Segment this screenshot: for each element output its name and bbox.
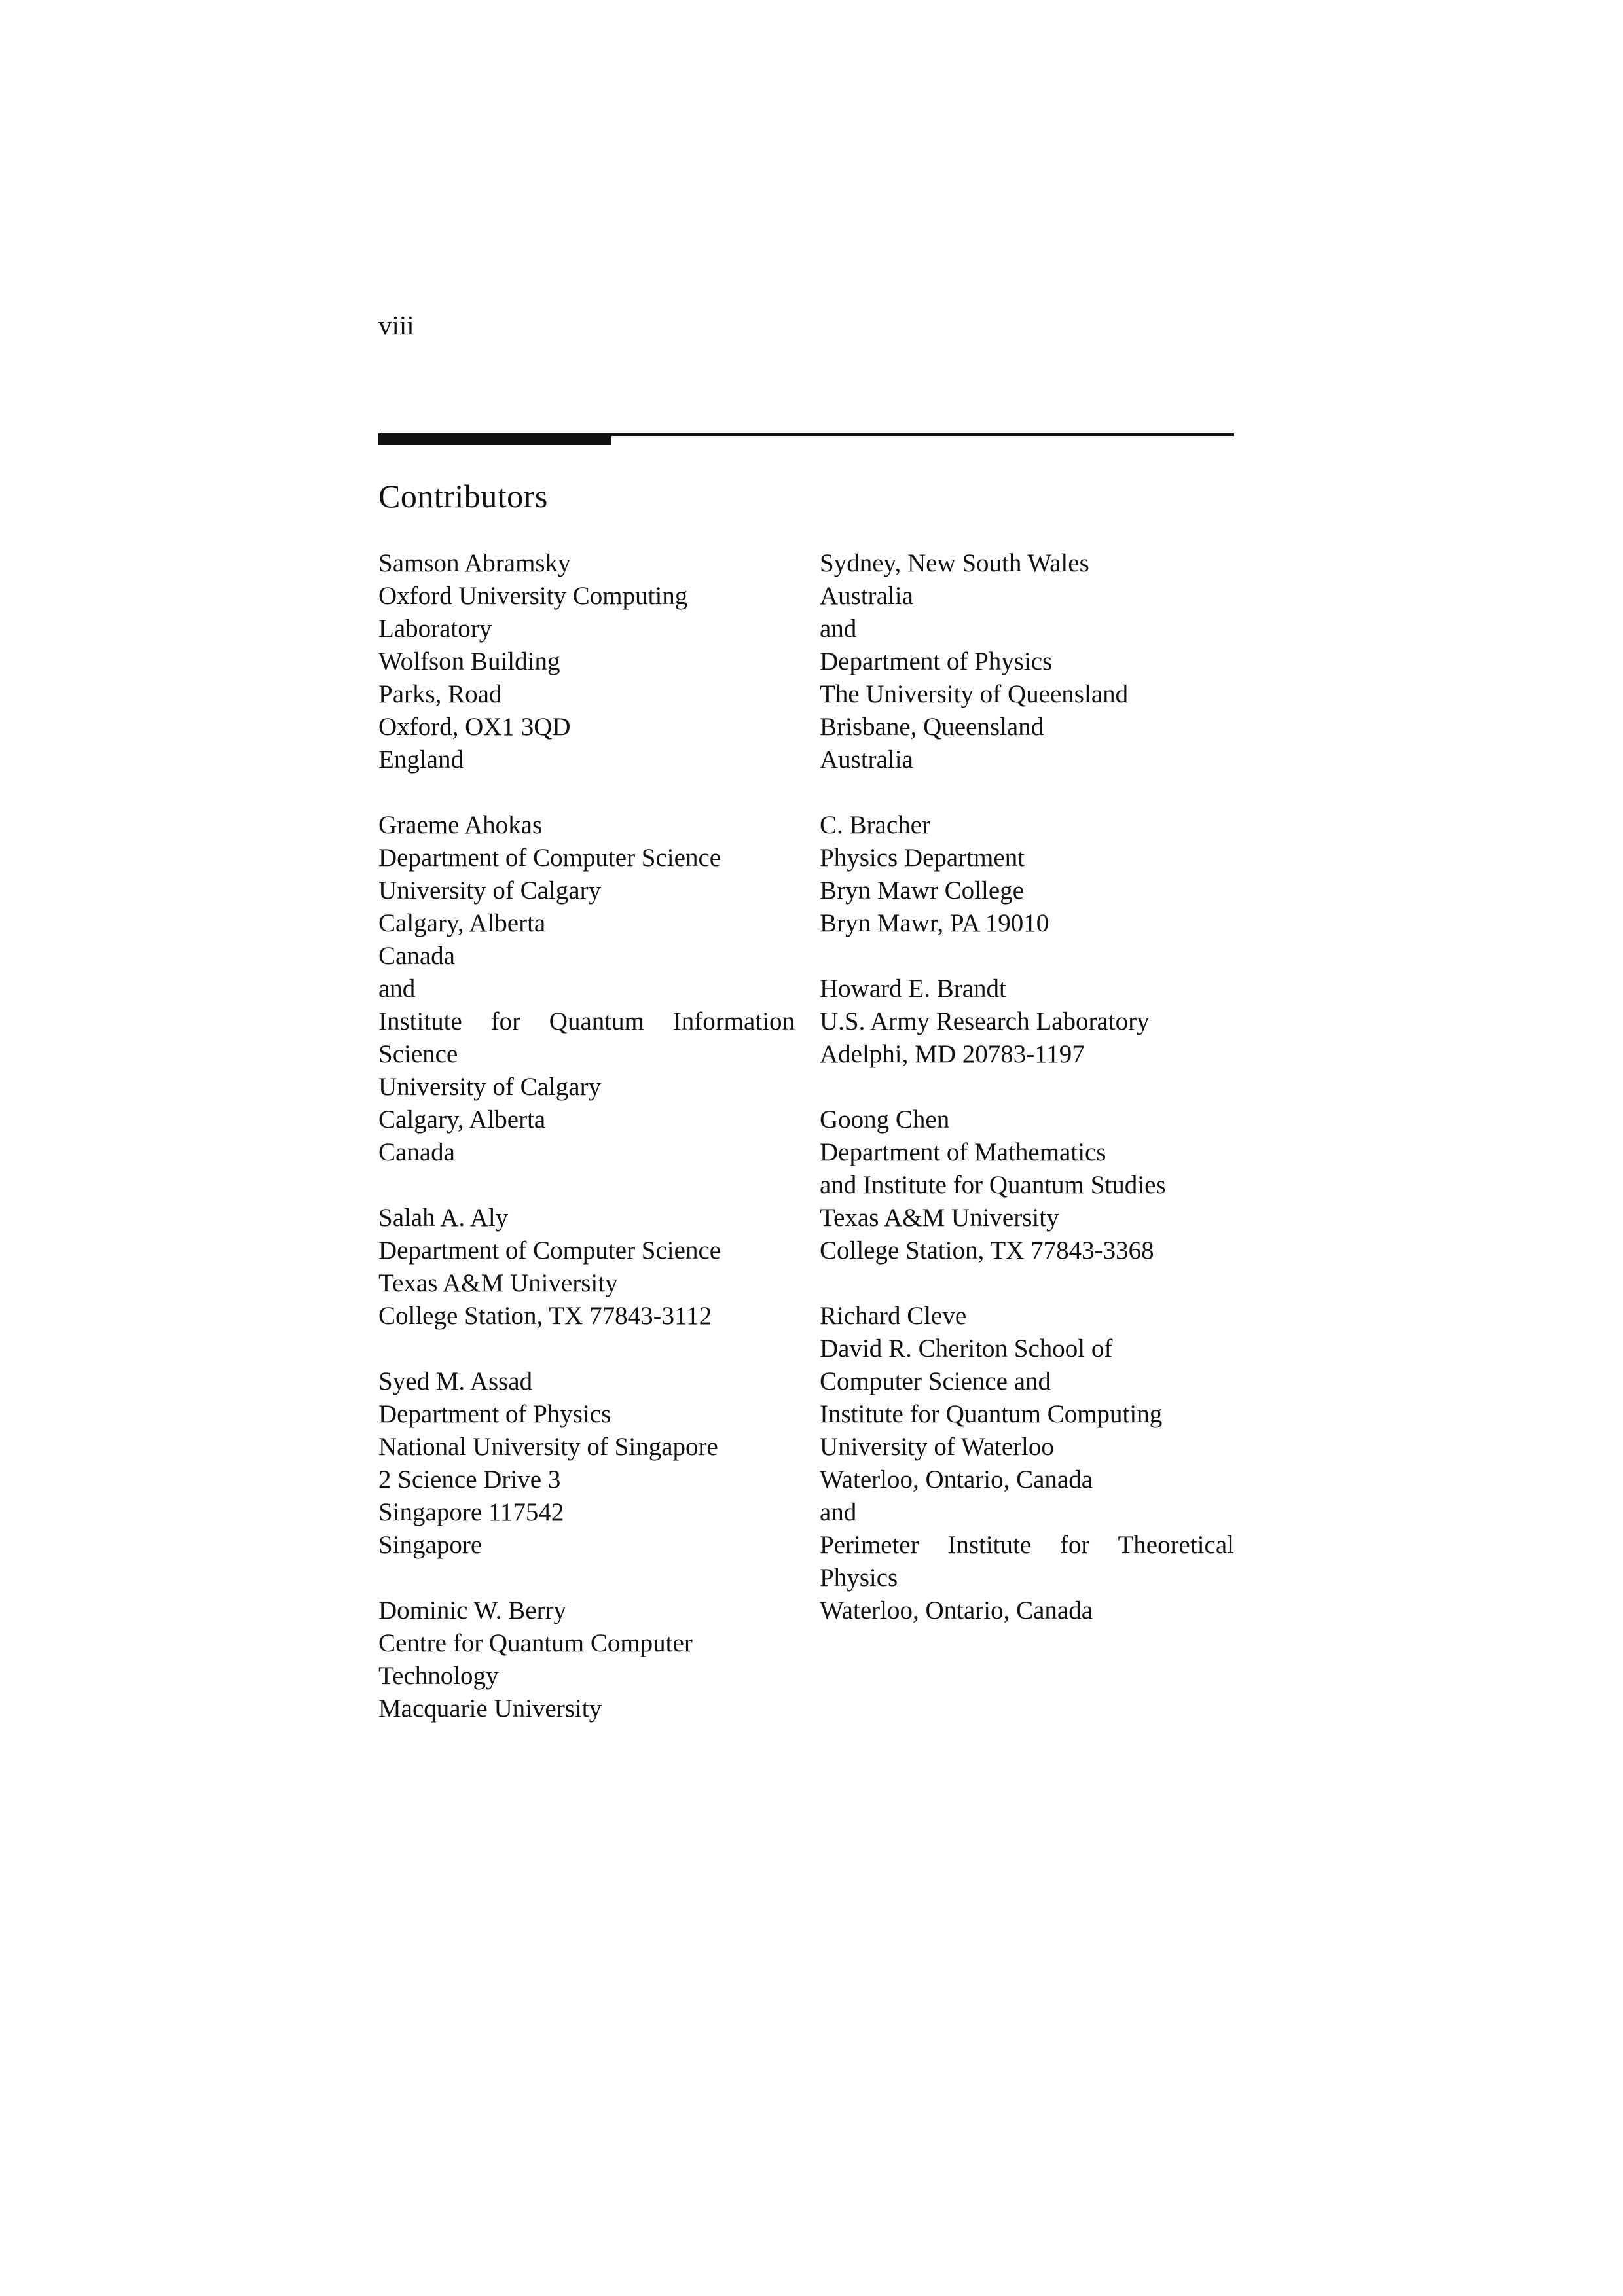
- affiliation-line: David R. Cheriton School of: [820, 1335, 1113, 1363]
- header-rule-accent: [378, 433, 611, 445]
- affiliation-line: Department of Computer Science: [378, 1236, 721, 1265]
- contributor-entry: [378, 1202, 795, 1333]
- affiliation-line: Centre for Quantum Computer: [378, 1629, 693, 1657]
- affiliation-line: Perimeter Institute for Theoretical: [820, 1531, 1234, 1559]
- contributor-name: Howard E. Brandt: [820, 975, 1006, 1003]
- affiliation-line: Institute for Quantum Computing: [820, 1400, 1163, 1428]
- contributor-entry: [378, 809, 795, 1169]
- affiliation-line: Oxford, OX1 3QD: [378, 713, 571, 741]
- affiliation-line: Calgary, Alberta: [378, 1105, 546, 1134]
- contributor-entry: [820, 809, 1234, 940]
- page-number: viii: [378, 310, 414, 340]
- affiliation-line: University of Calgary: [378, 1073, 602, 1101]
- contributor-entry: [378, 1594, 795, 1725]
- affiliation-line: England: [378, 745, 464, 774]
- affiliation-line: Macquarie University: [378, 1695, 602, 1723]
- affiliation-line: Bryn Mawr, PA 19010: [820, 909, 1049, 937]
- affiliation-line: Computer Science and: [820, 1367, 1051, 1395]
- affiliation-line: University of Calgary: [378, 876, 602, 905]
- affiliation-line: Singapore 117542: [378, 1498, 564, 1526]
- contributor-name: Dominic W. Berry: [378, 1596, 567, 1624]
- affiliation-line: Canada: [378, 1138, 455, 1166]
- affiliation-line: Bryn Mawr College: [820, 876, 1024, 905]
- affiliation-line: College Station, TX 77843-3368: [820, 1236, 1154, 1265]
- affiliation-line: Waterloo, Ontario, Canada: [820, 1596, 1093, 1624]
- contributor-entry: [820, 1103, 1234, 1267]
- affiliation-line: Brisbane, Queensland: [820, 713, 1044, 741]
- affiliation-line: Department of Mathematics: [820, 1138, 1106, 1166]
- contributor-entry: [378, 547, 795, 776]
- affiliation-line: Parks, Road: [378, 680, 502, 708]
- affiliation-line: Technology: [378, 1662, 499, 1690]
- affiliation-line: Department of Physics: [820, 647, 1053, 675]
- contributor-name: Salah A. Aly: [378, 1204, 509, 1232]
- contributors-left-column: [378, 547, 795, 1758]
- section-title: Contributors: [378, 478, 548, 514]
- affiliation-line: Physics Department: [820, 844, 1025, 872]
- affiliation-line: Singapore: [378, 1531, 483, 1559]
- affiliation-line: College Station, TX 77843-3112: [378, 1302, 712, 1330]
- affiliation-line: and: [378, 975, 416, 1003]
- contributor-entry: [378, 1365, 795, 1562]
- affiliation-line: Australia: [820, 745, 913, 774]
- affiliation-line: Texas A&M University: [820, 1204, 1059, 1232]
- contributors-right-column: [820, 547, 1234, 1660]
- affiliation-line: National University of Singapore: [378, 1433, 718, 1461]
- contributor-name: Syed M. Assad: [378, 1367, 533, 1395]
- affiliation-line: and Institute for Quantum Studies: [820, 1171, 1166, 1199]
- affiliation-line: Waterloo, Ontario, Canada: [820, 1465, 1093, 1494]
- affiliation-line: Department of Computer Science: [378, 844, 721, 872]
- affiliation-line: Australia: [820, 582, 913, 610]
- affiliation-line: The University of Queensland: [820, 680, 1129, 708]
- affiliation-line: Oxford University Computing: [378, 582, 688, 610]
- contributor-name: Goong Chen: [820, 1105, 950, 1134]
- contributor-entry: [820, 547, 1234, 776]
- affiliation-line: and: [820, 615, 857, 643]
- affiliation-line: Science: [378, 1040, 458, 1068]
- affiliation-line: Sydney, New South Wales: [820, 549, 1089, 577]
- affiliation-line: Calgary, Alberta: [378, 909, 546, 937]
- affiliation-line: Adelphi, MD 20783-1197: [820, 1040, 1085, 1068]
- contributor-name: Samson Abramsky: [378, 549, 571, 577]
- affiliation-line: Department of Physics: [378, 1400, 611, 1428]
- affiliation-line: University of Waterloo: [820, 1433, 1054, 1461]
- contributor-name: Graeme Ahokas: [378, 811, 543, 839]
- affiliation-line: Texas A&M University: [378, 1269, 618, 1297]
- contributor-name: C. Bracher: [820, 811, 930, 839]
- contributor-entry: [820, 973, 1234, 1071]
- affiliation-line: Institute for Quantum Information: [378, 1007, 795, 1035]
- affiliation-line: U.S. Army Research Laboratory: [820, 1007, 1150, 1035]
- affiliation-line: and: [820, 1498, 857, 1526]
- contributor-entry: [820, 1300, 1234, 1627]
- affiliation-line: Physics: [820, 1564, 898, 1592]
- contributor-name: Richard Cleve: [820, 1302, 967, 1330]
- affiliation-line: 2 Science Drive 3: [378, 1465, 561, 1494]
- affiliation-line: Laboratory: [378, 615, 492, 643]
- affiliation-line: Wolfson Building: [378, 647, 560, 675]
- affiliation-line: Canada: [378, 942, 455, 970]
